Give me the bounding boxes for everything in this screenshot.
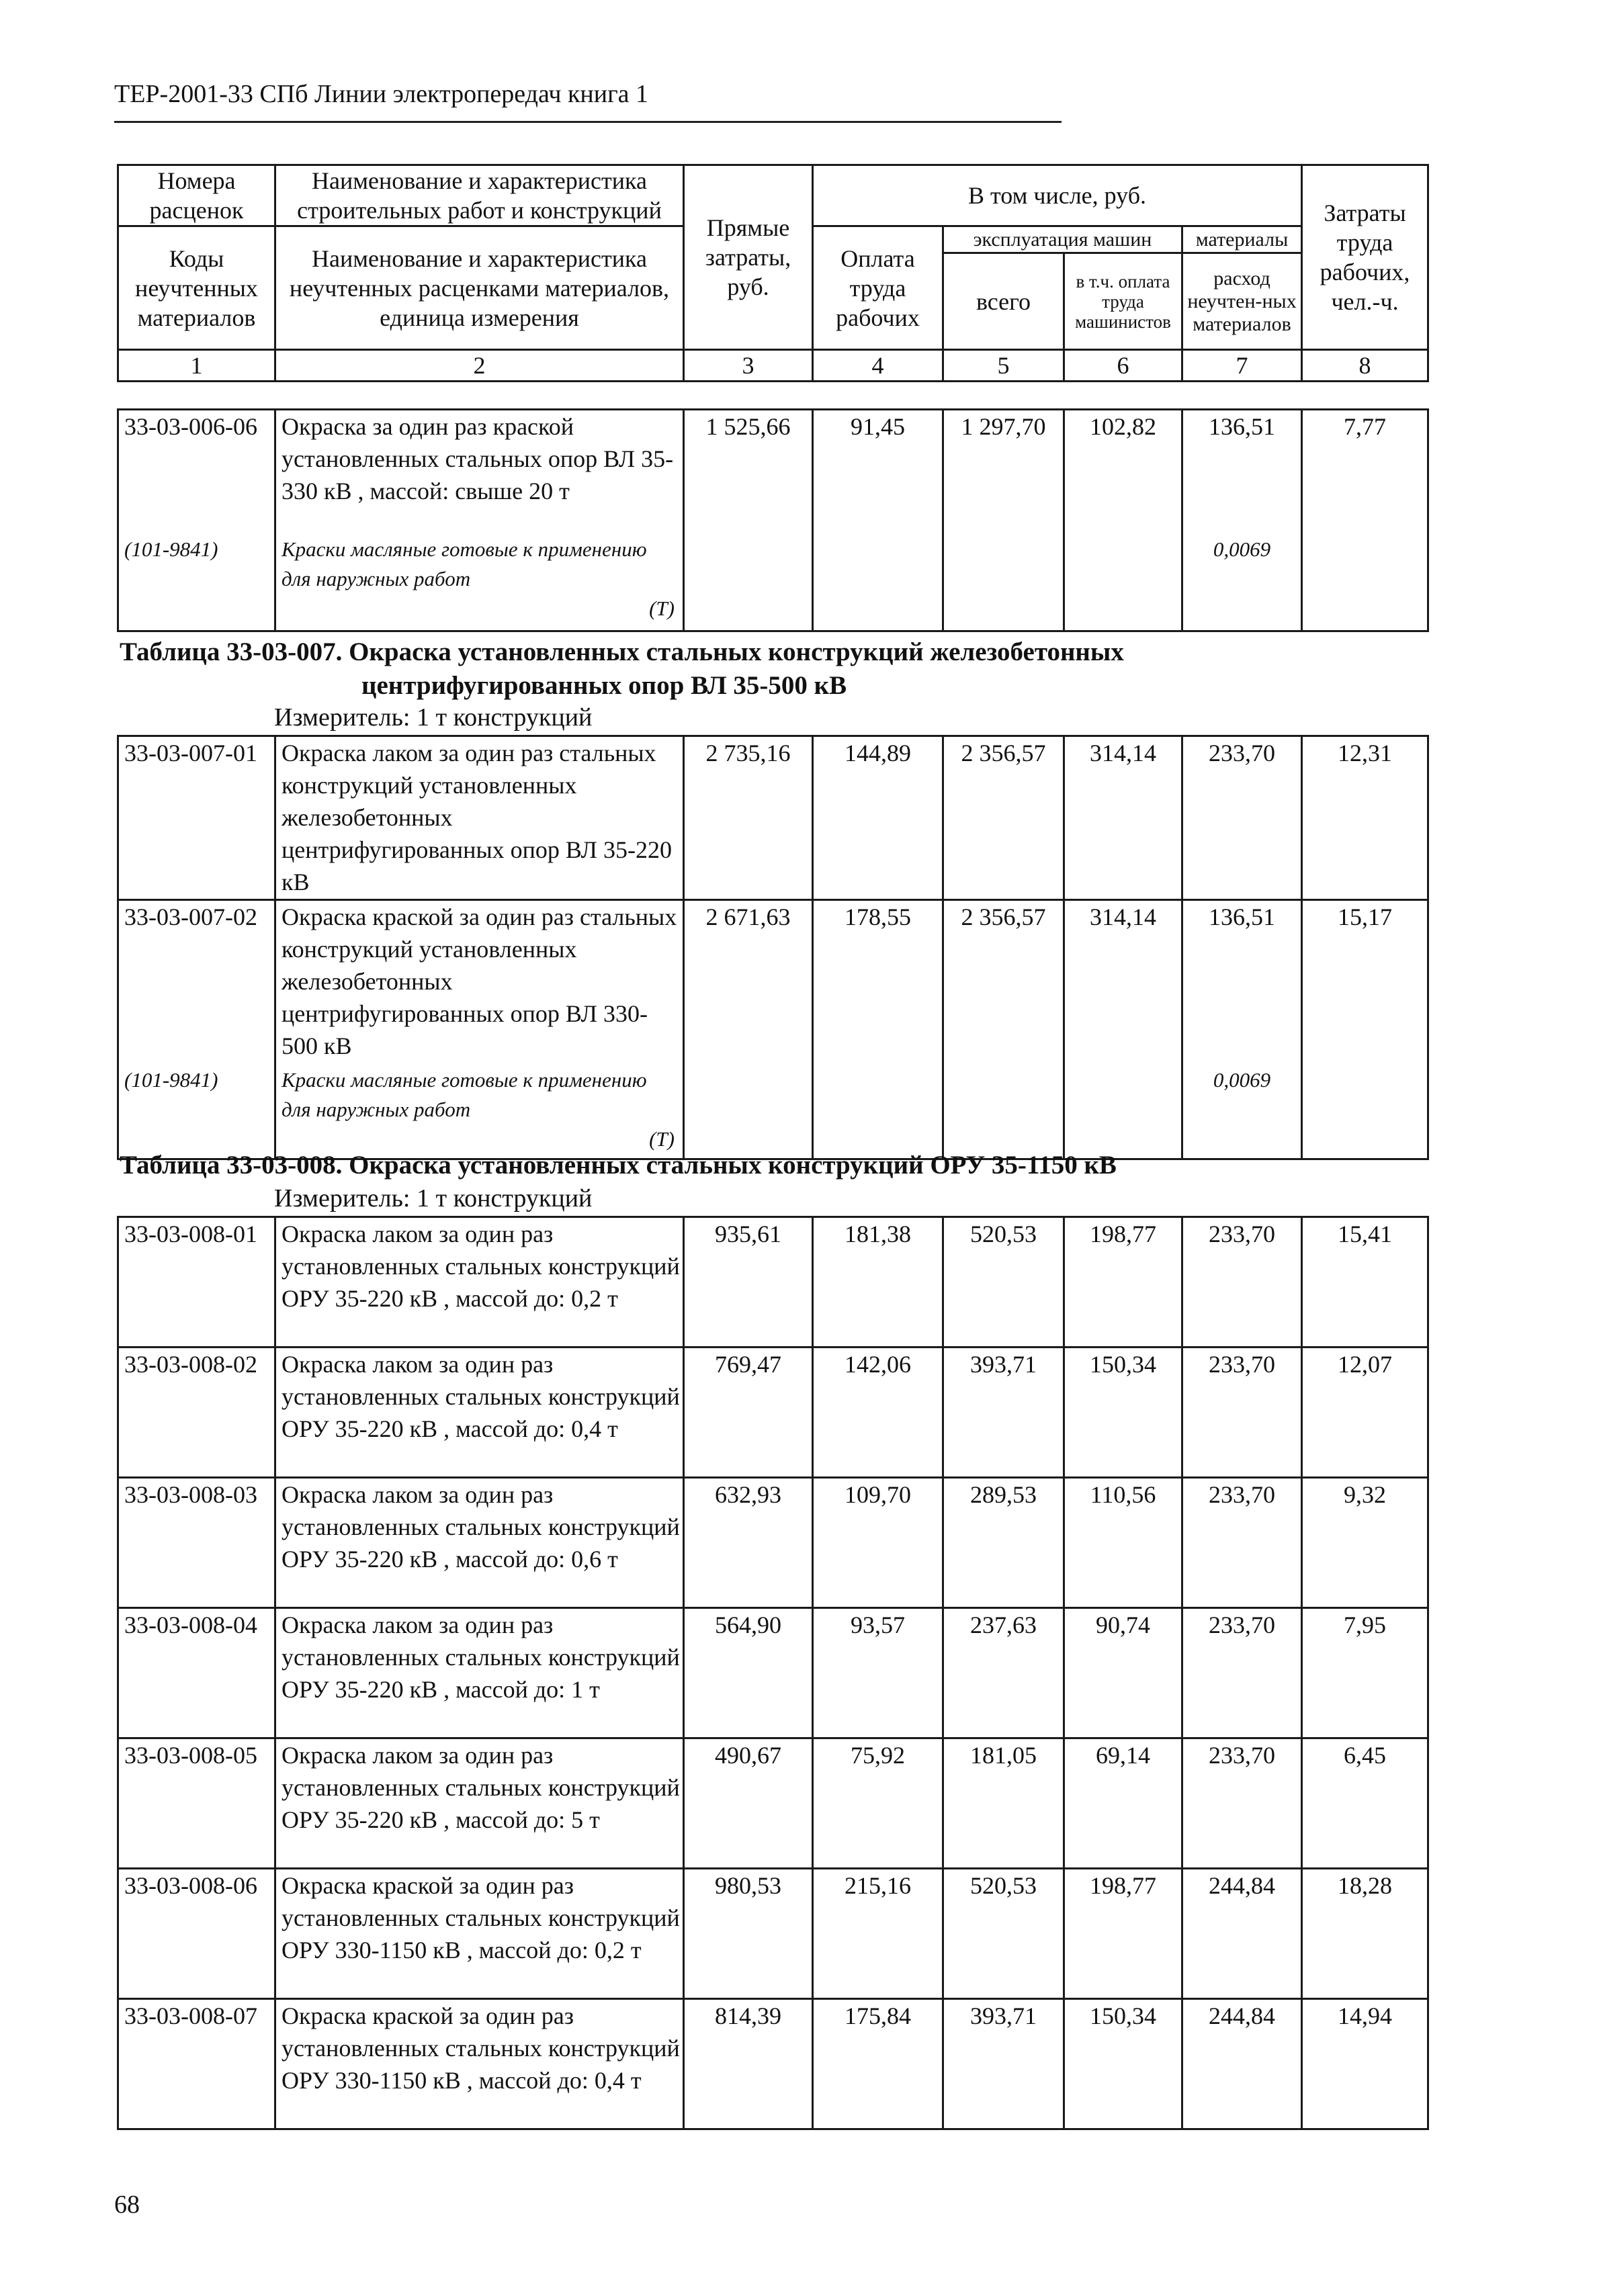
header-rule (114, 121, 1062, 123)
rate-name: Окраска лаком за один раз стальных конструкций установленных железобетонных центрифугированных опор ВЛ 35-220 кВ (275, 736, 684, 900)
materials-cost: 233,70 (1182, 1608, 1302, 1738)
materials-cost: 233,70 (1182, 736, 1302, 900)
direct-costs: 632,93 (684, 1478, 813, 1608)
empty-cell (1302, 1065, 1428, 1159)
labor-hours: 6,45 (1302, 1738, 1428, 1869)
direct-costs: 935,61 (684, 1217, 813, 1348)
labor-hours: 7,77 (1302, 410, 1428, 535)
machinist-pay: 198,77 (1064, 1869, 1182, 1999)
col-number: 2 (275, 350, 684, 382)
rate-name: Окраска лаком за один раз установленных стальных конструкций ОРУ 35-220 кВ , массой до: 0,2 т (275, 1217, 684, 1348)
table-title-007-line1: Таблица 33-03-007. Окраска установленных стальных конструкций железобетонных (120, 637, 1124, 666)
rate-name: Окраска краской за один раз стальных конструкций установленных железобетонных центрифугированных опор ВЛ 330-500 кВ (275, 900, 684, 1065)
direct-costs: 2 671,63 (684, 900, 813, 1065)
header-rate-numbers: Номера расценок (118, 165, 275, 226)
worker-pay: 93,57 (813, 1608, 943, 1738)
direct-costs: 980,53 (684, 1869, 813, 1999)
direct-costs: 814,39 (684, 1999, 813, 2129)
worker-pay: 181,38 (813, 1217, 943, 1348)
table-title-007-line2: центрифугированных опор ВЛ 35-500 кВ (361, 671, 847, 700)
header-work-name: Наименование и характеристика строительных работ и конструкций (275, 165, 684, 226)
labor-hours: 18,28 (1302, 1869, 1428, 1999)
machine-total: 2 356,57 (943, 736, 1064, 900)
machine-total: 393,71 (943, 1999, 1064, 2129)
materials-cost: 244,84 (1182, 1869, 1302, 1999)
col-number: 5 (943, 350, 1064, 382)
machine-total: 1 297,70 (943, 410, 1064, 535)
header-material-name: Наименование и характеристика неучтенных расценками материалов, единица измерения (275, 226, 684, 350)
empty-cell (813, 1065, 943, 1159)
header-machine-operation: эксплуатация машин (943, 226, 1182, 253)
machinist-pay: 90,74 (1064, 1608, 1182, 1738)
header-machine-total: всего (943, 253, 1064, 350)
col-number: 6 (1064, 350, 1182, 382)
labor-hours: 12,07 (1302, 1348, 1428, 1478)
rate-code: 33-03-008-07 (118, 1999, 275, 2129)
rate-table-007 (117, 735, 1429, 1160)
worker-pay: 142,06 (813, 1348, 943, 1478)
rate-name: Окраска за один раз краской установленных стальных опор ВЛ 35-330 кВ , массой: свыше 20 т (275, 410, 684, 535)
col-number: 8 (1302, 350, 1428, 382)
rate-code: 33-03-007-02 (118, 900, 275, 1065)
materials-cost: 233,70 (1182, 1217, 1302, 1348)
rate-name: Окраска лаком за один раз установленных стальных конструкций ОРУ 35-220 кВ , массой до: 1 т (275, 1608, 684, 1738)
material-name-text: Краски масляные готовые к применению для наружных работ (282, 537, 647, 590)
machinist-pay: 69,14 (1064, 1738, 1182, 1869)
header-materials: материалы (1182, 226, 1302, 253)
labor-hours: 9,32 (1302, 1478, 1428, 1608)
direct-costs: 2 735,16 (684, 736, 813, 900)
material-unit: (Т) (649, 1127, 675, 1151)
machine-total: 2 356,57 (943, 900, 1064, 1065)
worker-pay: 175,84 (813, 1999, 943, 2129)
direct-costs: 564,90 (684, 1608, 813, 1738)
materials-cost: 244,84 (1182, 1999, 1302, 2129)
rate-name: Окраска лаком за один раз установленных стальных конструкций ОРУ 35-220 кВ , массой до: 0,6 т (275, 1478, 684, 1608)
material-unit: (Т) (649, 596, 675, 620)
header-material-codes: Коды неучтенных материалов (118, 226, 275, 350)
empty-cell (684, 535, 813, 631)
measure-unit-008: Измеритель: 1 т конструкций (274, 1184, 593, 1212)
materials-cost: 233,70 (1182, 1478, 1302, 1608)
direct-costs: 490,67 (684, 1738, 813, 1869)
machinist-pay: 102,82 (1064, 410, 1182, 535)
machine-total: 237,63 (943, 1608, 1064, 1738)
materials-cost: 233,70 (1182, 1738, 1302, 1869)
worker-pay: 109,70 (813, 1478, 943, 1608)
rate-code: 33-03-006-06 (118, 410, 275, 535)
material-quantity: 0,0069 (1182, 535, 1302, 631)
rate-code: 33-03-008-06 (118, 1869, 275, 1999)
empty-cell (1302, 535, 1428, 631)
labor-hours: 12,31 (1302, 736, 1428, 900)
rate-code: 33-03-008-03 (118, 1478, 275, 1608)
machinist-pay: 150,34 (1064, 1348, 1182, 1478)
worker-pay: 75,92 (813, 1738, 943, 1869)
header-unaccounted-materials: расход неучтен-ных материалов (1182, 253, 1302, 350)
worker-pay: 91,45 (813, 410, 943, 535)
rate-name: Окраска лаком за один раз установленных стальных конструкций ОРУ 35-220 кВ , массой до: 5 т (275, 1738, 684, 1869)
machine-total: 393,71 (943, 1348, 1064, 1478)
col-number: 3 (684, 350, 813, 382)
materials-cost: 136,51 (1182, 410, 1302, 535)
machinist-pay: 314,14 (1064, 900, 1182, 1065)
header-including: В том числе, руб. (813, 165, 1302, 226)
column-header-table (117, 164, 1429, 382)
page-number: 68 (114, 2191, 140, 2219)
rate-table-006 (117, 408, 1429, 632)
machine-total: 520,53 (943, 1217, 1064, 1348)
col-number: 4 (813, 350, 943, 382)
direct-costs: 1 525,66 (684, 410, 813, 535)
header-machinist-pay: в т.ч. оплата труда машинистов (1064, 253, 1182, 350)
empty-cell (943, 1065, 1064, 1159)
rate-name: Окраска лаком за один раз установленных стальных конструкций ОРУ 35-220 кВ , массой до: 0,4 т (275, 1348, 684, 1478)
worker-pay: 144,89 (813, 736, 943, 900)
material-name (275, 535, 684, 631)
worker-pay: 215,16 (813, 1869, 943, 1999)
rate-code: 33-03-008-05 (118, 1738, 275, 1869)
machinist-pay: 314,14 (1064, 736, 1182, 900)
machinist-pay: 150,34 (1064, 1999, 1182, 2129)
material-quantity: 0,0069 (1182, 1065, 1302, 1159)
rate-code: 33-03-008-02 (118, 1348, 275, 1478)
header-worker-pay: Оплата труда рабочих (813, 226, 943, 350)
material-code: (101-9841) (118, 1065, 275, 1159)
rate-code: 33-03-007-01 (118, 736, 275, 900)
empty-cell (1064, 535, 1182, 631)
col-number: 1 (118, 350, 275, 382)
rate-name: Окраска краской за один раз установленных стальных конструкций ОРУ 330-1150 кВ , массой до: 0,4 т (275, 1999, 684, 2129)
machine-total: 289,53 (943, 1478, 1064, 1608)
table-title-008: Таблица 33-03-008. Окраска установленных стальных конструкций ОРУ 35-1150 кВ (120, 1151, 1117, 1180)
machinist-pay: 198,77 (1064, 1217, 1182, 1348)
empty-cell (943, 535, 1064, 631)
rate-code: 33-03-008-01 (118, 1217, 275, 1348)
empty-cell (684, 1065, 813, 1159)
empty-cell (813, 535, 943, 631)
labor-hours: 7,95 (1302, 1608, 1428, 1738)
labor-hours: 14,94 (1302, 1999, 1428, 2129)
machinist-pay: 110,56 (1064, 1478, 1182, 1608)
measure-unit-007: Измеритель: 1 т конструкций (274, 703, 593, 732)
header-direct-costs: Прямые затраты, руб. (684, 165, 813, 350)
col-number: 7 (1182, 350, 1302, 382)
worker-pay: 178,55 (813, 900, 943, 1065)
machine-total: 181,05 (943, 1738, 1064, 1869)
materials-cost: 233,70 (1182, 1348, 1302, 1478)
rate-name: Окраска краской за один раз установленных стальных конструкций ОРУ 330-1150 кВ , массой до: 0,2 т (275, 1869, 684, 1999)
rate-code: 33-03-008-04 (118, 1608, 275, 1738)
rate-table-008 (117, 1216, 1429, 2130)
labor-hours: 15,41 (1302, 1217, 1428, 1348)
running-header: ТЕР-2001-33 СПб Линии электропередач книга 1 (114, 80, 649, 108)
materials-cost: 136,51 (1182, 900, 1302, 1065)
header-labor-hours: Затраты труда рабочих, чел.-ч. (1302, 165, 1428, 350)
material-code: (101-9841) (118, 535, 275, 631)
material-name-text: Краски масляные готовые к применению для наружных работ (282, 1067, 647, 1121)
material-name (275, 1065, 684, 1159)
empty-cell (1064, 1065, 1182, 1159)
labor-hours: 15,17 (1302, 900, 1428, 1065)
direct-costs: 769,47 (684, 1348, 813, 1478)
machine-total: 520,53 (943, 1869, 1064, 1999)
